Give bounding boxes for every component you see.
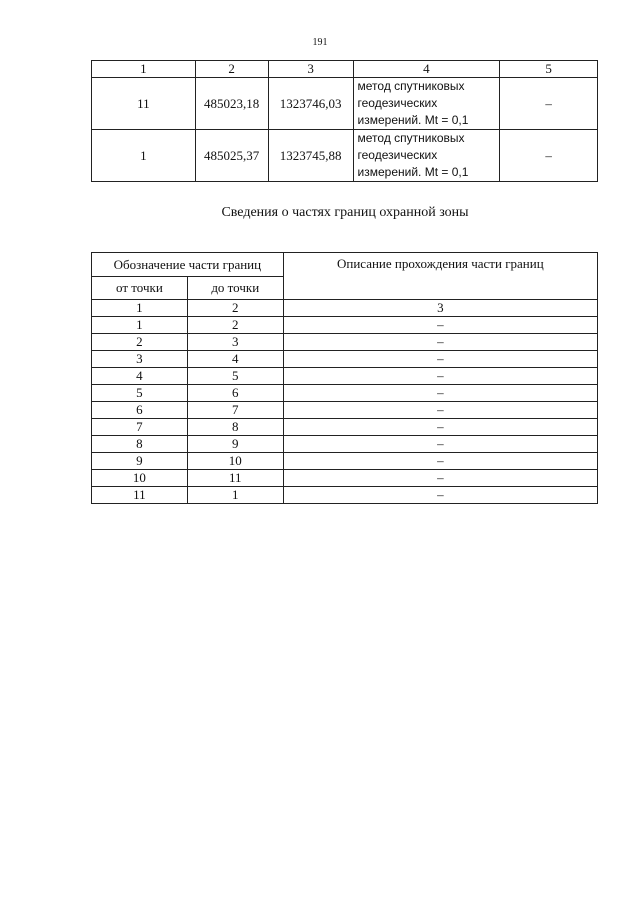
from-point: 3 bbox=[92, 351, 188, 368]
table-row bbox=[92, 130, 598, 182]
table-row bbox=[92, 419, 598, 436]
column-number: 5 bbox=[500, 61, 598, 78]
from-point: 9 bbox=[92, 453, 188, 470]
point-number: 1 bbox=[92, 130, 196, 182]
to-point-header: до точки bbox=[187, 277, 283, 300]
column-number: 3 bbox=[268, 61, 353, 78]
page-number: 191 bbox=[312, 37, 328, 48]
y-coordinate: 1323745,88 bbox=[268, 130, 353, 182]
column-number: 3 bbox=[283, 300, 597, 317]
description: – bbox=[283, 487, 597, 504]
to-point: 5 bbox=[187, 368, 283, 385]
table-row bbox=[92, 402, 598, 419]
column-number-row bbox=[92, 61, 598, 78]
table-row bbox=[92, 334, 598, 351]
to-point: 10 bbox=[187, 453, 283, 470]
table-row bbox=[92, 78, 598, 130]
to-point: 1 bbox=[187, 487, 283, 504]
method-cell bbox=[353, 78, 500, 130]
x-coordinate: 485023,18 bbox=[195, 78, 268, 130]
method-line: геодезических bbox=[357, 96, 438, 110]
table-row bbox=[92, 436, 598, 453]
description-header: Описание прохождения части границ bbox=[283, 253, 597, 300]
description: – bbox=[283, 419, 597, 436]
to-point: 8 bbox=[187, 419, 283, 436]
x-coordinate: 485025,37 bbox=[195, 130, 268, 182]
description: – bbox=[283, 385, 597, 402]
header-row bbox=[92, 253, 598, 277]
method-line: геодезических bbox=[357, 148, 438, 162]
from-point: 5 bbox=[92, 385, 188, 402]
to-point: 7 bbox=[187, 402, 283, 419]
from-point: 2 bbox=[92, 334, 188, 351]
table-row bbox=[92, 487, 598, 504]
to-point: 6 bbox=[187, 385, 283, 402]
table-row bbox=[92, 385, 598, 402]
from-point: 7 bbox=[92, 419, 188, 436]
to-point: 3 bbox=[187, 334, 283, 351]
description: – bbox=[283, 317, 597, 334]
to-point: 2 bbox=[187, 317, 283, 334]
from-point: 10 bbox=[92, 470, 188, 487]
table-row bbox=[92, 368, 598, 385]
column-number: 1 bbox=[92, 61, 196, 78]
table-row bbox=[92, 351, 598, 368]
to-point: 11 bbox=[187, 470, 283, 487]
boundary-parts-table bbox=[91, 252, 598, 504]
description: – bbox=[283, 402, 597, 419]
column-number: 1 bbox=[92, 300, 188, 317]
description: – bbox=[283, 436, 597, 453]
to-point: 4 bbox=[187, 351, 283, 368]
to-point: 9 bbox=[187, 436, 283, 453]
table-row bbox=[92, 453, 598, 470]
description: – bbox=[283, 453, 597, 470]
section-title: Сведения о частях границ охранной зоны bbox=[221, 205, 469, 220]
from-point: 11 bbox=[92, 487, 188, 504]
from-point-header: от точки bbox=[92, 277, 188, 300]
from-point: 1 bbox=[92, 317, 188, 334]
y-coordinate: 1323746,03 bbox=[268, 78, 353, 130]
column-number-row bbox=[92, 300, 598, 317]
method-line: измерений. Mt = 0,1 bbox=[357, 113, 469, 127]
description: – bbox=[283, 334, 597, 351]
extra-cell: – bbox=[500, 130, 598, 182]
method-cell bbox=[353, 130, 500, 182]
table-row bbox=[92, 470, 598, 487]
column-number: 2 bbox=[195, 61, 268, 78]
from-point: 6 bbox=[92, 402, 188, 419]
column-number: 2 bbox=[187, 300, 283, 317]
description: – bbox=[283, 351, 597, 368]
method-line: измерений. Mt = 0,1 bbox=[357, 165, 469, 179]
from-point: 4 bbox=[92, 368, 188, 385]
method-line: метод спутниковых bbox=[357, 131, 465, 145]
from-point: 8 bbox=[92, 436, 188, 453]
method-line: метод спутниковых bbox=[357, 79, 465, 93]
column-number: 4 bbox=[353, 61, 500, 78]
coordinates-table bbox=[91, 60, 598, 182]
designation-header: Обозначение части границ bbox=[92, 253, 284, 277]
table-row bbox=[92, 317, 598, 334]
extra-cell: – bbox=[500, 78, 598, 130]
description: – bbox=[283, 470, 597, 487]
point-number: 11 bbox=[92, 78, 196, 130]
description: – bbox=[283, 368, 597, 385]
